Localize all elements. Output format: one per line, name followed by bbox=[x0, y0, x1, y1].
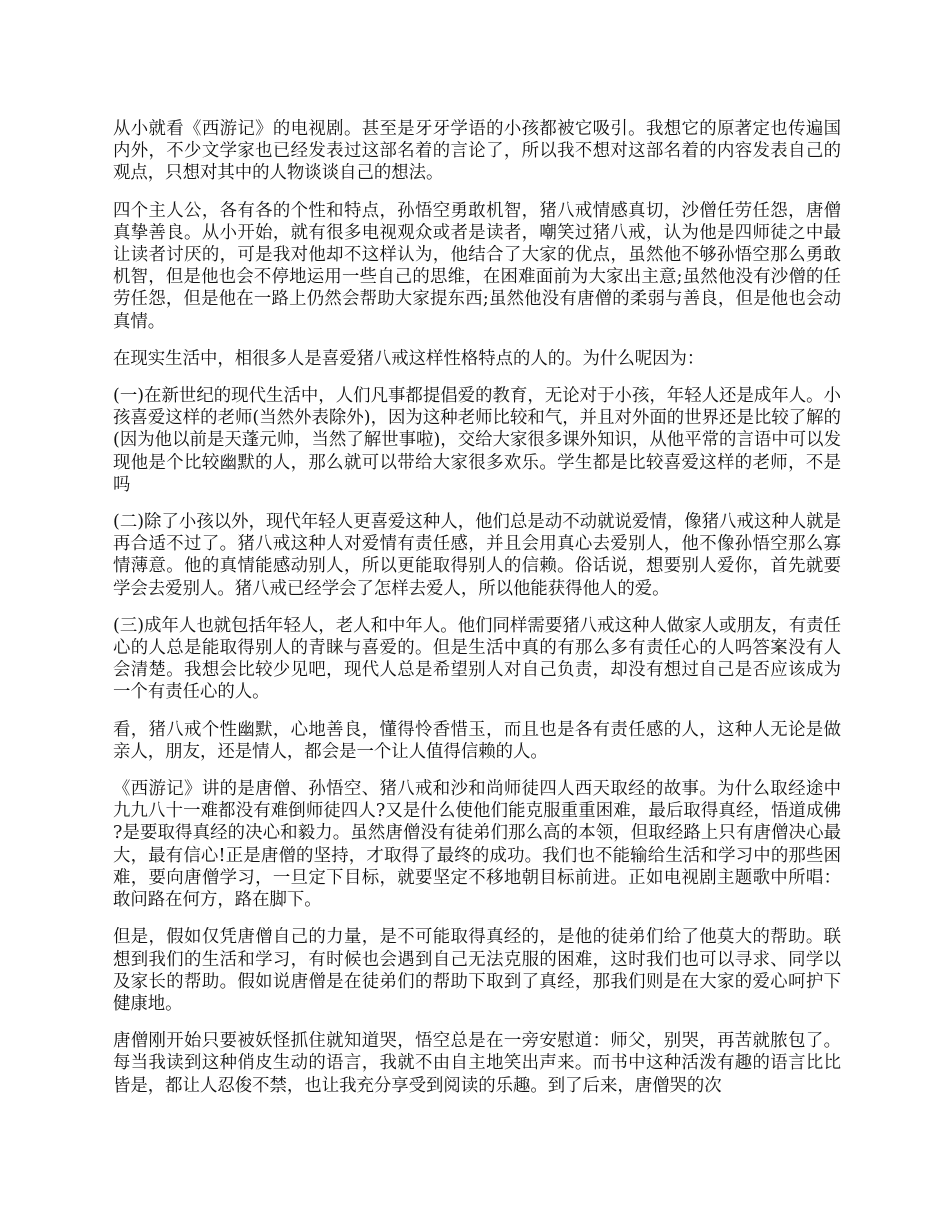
paragraph-3: 在现实生活中，相很多人是喜爱猪八戒这样性格特点的人的。为什么呢因为： bbox=[113, 348, 705, 369]
paragraph-9: 但是，假如仅凭唐僧自己的力量，是不可能取得真经的，是他的徒弟们给了他莫大的帮助。联想到我们的生活和学习，有时候也会遇到自己无法克服的困难，这时我们也可以寻求、同学以及家长的帮助。假如说唐僧是在徒弟们的帮助下取到了真经，那我们则是在大家的爱心呵护下健康地。 bbox=[113, 927, 841, 1014]
paragraph-2: 四个主人公，各有各的个性和特点，孙悟空勇敢机智，猪八戒情感真切，沙僧任劳任怨，唐僧真挚善良。从小开始，就有很多电视观众或者是读者，嘲笑过猪八戒，认为他是四师徒之中最让读者讨厌的，可是我对他却不这样认为，他结合了大家的优点，虽然他不够孙悟空那么勇敢机智，但是他也会不停地运用一些自己的思维，在困难面前为大家出主意;虽然他没有沙僧的任劳任怨，但是他在一路上仍然会帮助大家提东西;虽然他没有唐僧的柔弱与善良，但是他也会动真情。 bbox=[113, 200, 841, 332]
paragraph-7: 看，猪八戒个性幽默，心地善良，懂得怜香惜玉，而且也是各有责任感的人，这种人无论是做亲人，朋友，还是情人，都会是一个让人值得信赖的人。 bbox=[113, 719, 841, 762]
paragraph-10: 唐僧刚开始只要被妖怪抓住就知道哭，悟空总是在一旁安慰道：师父，别哭，再苦就脓包了。每当我读到这种俏皮生动的语言，我就不由自主地笑出声来。而书中这种活泼有趣的语言比比皆是，都让人忍俊不禁，也让我充分享受到阅读的乐趣。到了后来，唐僧哭的次 bbox=[113, 1031, 841, 1096]
paragraph-1: 从小就看《西游记》的电视剧。甚至是牙牙学语的小孩都被它吸引。我想它的原著定也传遍国内外，不少文学家也已经发表过这部名着的言论了，所以我不想对这部名着的内容发表自己的观点，只想对其中的人物谈谈自己的想法。 bbox=[113, 119, 841, 184]
paragraph-8: 《西游记》讲的是唐僧、孙悟空、猪八戒和沙和尚师徒四人西天取经的故事。为什么取经途中九九八十一难都没有难倒师徒四人?又是什么使他们能克服重重困难，最后取得真经，悟道成佛?是要取得真经的决心和毅力。虽然唐僧没有徒弟们那么高的本领，但取经路上只有唐僧决心最大，最有信心!正是唐僧的坚持，才取得了最终的成功。我们也不能输给生活和学习中的那些困难，要向唐僧学习，一旦定下目标，就要坚定不移地朝目标前进。正如电视剧主题歌中所唱：敢问路在何方，路在脚下。 bbox=[113, 779, 841, 911]
paragraph-5: (二)除了小孩以外，现代年轻人更喜爱这种人，他们总是动不动就说爱情，像猪八戒这种人就是再合适不过了。猪八戒这种人对爱情有责任感，并且会用真心去爱别人，他不像孙悟空那么寡情薄意。他的真情能感动别人，所以更能取得别人的信赖。俗话说，想要别人爱你，首先就要学会去爱别人。猪八戒已经学会了怎样去爱人，所以他能获得他人的爱。 bbox=[113, 512, 841, 599]
paragraph-6: (三)成年人也就包括年轻人，老人和中年人。他们同样需要猪八戒这种人做家人或朋友，有责任心的人总是能取得别人的青睐与喜爱的。但是生活中真的有那么多有责任心的人吗答案没有人会清楚。我想会比较少见吧，现代人总是希望别人对自己负责，却没有想过自己是否应该成为一个有责任心的人。 bbox=[113, 615, 841, 703]
document-body bbox=[113, 118, 841, 1112]
paragraph-4: (一)在新世纪的现代生活中，人们凡事都提倡爱的教育，无论对于小孩，年轻人还是成年人。小孩喜爱这样的老师(当然外表除外)，因为这种老师比较和气，并且对外面的世界还是比较了解的(因为他以前是天蓬元帅，当然了解世事啦)，交给大家很多课外知识，从他平常的言语中可以发现他是个比较幽默的人，那么就可以带给大家很多欢乐。学生都是比较喜爱这样的老师，不是吗 bbox=[113, 386, 841, 495]
